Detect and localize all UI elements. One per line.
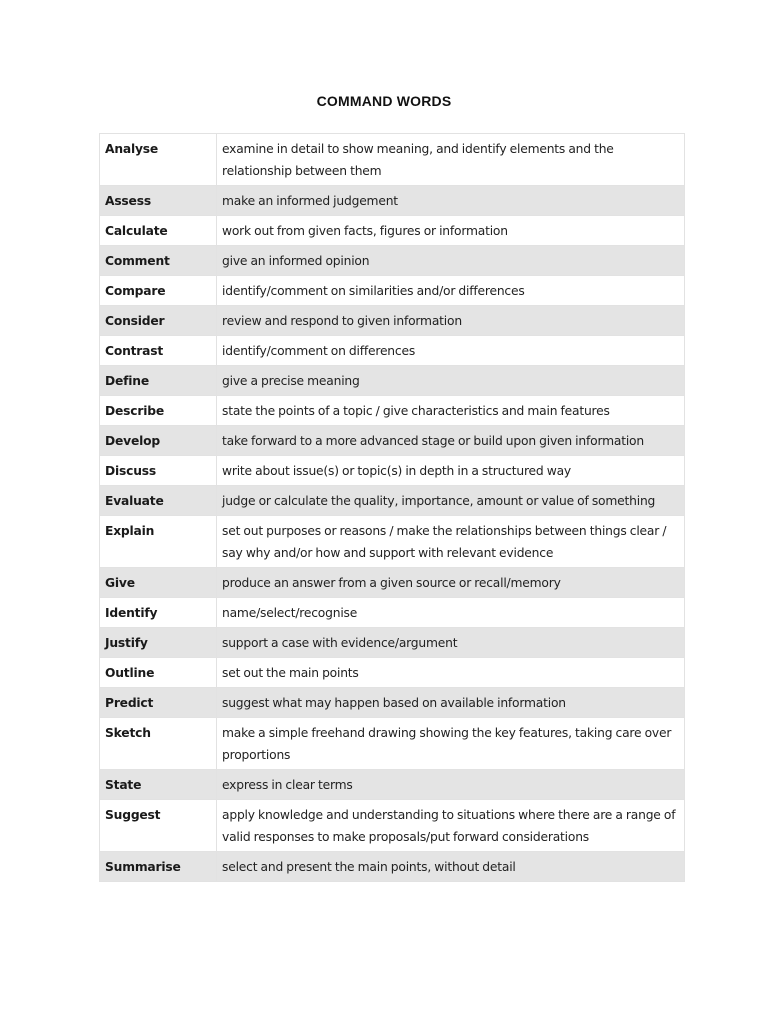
command-definition: select and present the main points, without detail xyxy=(217,852,685,882)
table-row xyxy=(100,718,685,770)
command-definition: express in clear terms xyxy=(217,770,685,800)
command-word: Contrast xyxy=(100,336,217,366)
table-row xyxy=(100,134,685,186)
table-row xyxy=(100,336,685,366)
command-word: State xyxy=(100,770,217,800)
command-word: Assess xyxy=(100,186,217,216)
command-word: Suggest xyxy=(100,800,217,852)
table-row xyxy=(100,770,685,800)
command-definition: suggest what may happen based on available information xyxy=(217,688,685,718)
command-word: Evaluate xyxy=(100,486,217,516)
command-definition: work out from given facts, figures or information xyxy=(217,216,685,246)
command-definition: give a precise meaning xyxy=(217,366,685,396)
table-row xyxy=(100,246,685,276)
command-definition: give an informed opinion xyxy=(217,246,685,276)
command-word: Predict xyxy=(100,688,217,718)
table-row xyxy=(100,396,685,426)
command-words-table xyxy=(99,133,685,882)
command-definition: identify/comment on differences xyxy=(217,336,685,366)
command-definition: examine in detail to show meaning, and identify elements and the relationship between them xyxy=(217,134,685,186)
table-row xyxy=(100,658,685,688)
table-row xyxy=(100,186,685,216)
command-definition: identify/comment on similarities and/or differences xyxy=(217,276,685,306)
command-word: Sketch xyxy=(100,718,217,770)
command-definition: produce an answer from a given source or recall/memory xyxy=(217,568,685,598)
table-row xyxy=(100,688,685,718)
command-definition: state the points of a topic / give characteristics and main features xyxy=(217,396,685,426)
table-row xyxy=(100,216,685,246)
command-definition: set out the main points xyxy=(217,658,685,688)
table-row xyxy=(100,598,685,628)
table-row xyxy=(100,628,685,658)
table-row xyxy=(100,800,685,852)
command-words-table-body xyxy=(100,134,685,882)
command-word: Comment xyxy=(100,246,217,276)
command-word: Compare xyxy=(100,276,217,306)
command-word: Summarise xyxy=(100,852,217,882)
command-definition: name/select/recognise xyxy=(217,598,685,628)
table-row xyxy=(100,306,685,336)
table-row xyxy=(100,568,685,598)
command-definition: set out purposes or reasons / make the relationships between things clear / say why and/or how and support with relevant evidence xyxy=(217,516,685,568)
table-row xyxy=(100,486,685,516)
command-definition: apply knowledge and understanding to situations where there are a range of valid responses to make proposals/put forward considerations xyxy=(217,800,685,852)
table-row xyxy=(100,516,685,568)
command-definition: write about issue(s) or topic(s) in depth in a structured way xyxy=(217,456,685,486)
page-title: COMMAND WORDS xyxy=(316,93,452,109)
command-word: Discuss xyxy=(100,456,217,486)
command-word: Describe xyxy=(100,396,217,426)
command-definition: judge or calculate the quality, importance, amount or value of something xyxy=(217,486,685,516)
command-definition: review and respond to given information xyxy=(217,306,685,336)
table-row xyxy=(100,276,685,306)
command-word: Analyse xyxy=(100,134,217,186)
table-row xyxy=(100,852,685,882)
command-word: Calculate xyxy=(100,216,217,246)
command-definition: support a case with evidence/argument xyxy=(217,628,685,658)
command-word: Outline xyxy=(100,658,217,688)
command-word: Define xyxy=(100,366,217,396)
command-word: Consider xyxy=(100,306,217,336)
table-row xyxy=(100,366,685,396)
command-definition: take forward to a more advanced stage or build upon given information xyxy=(217,426,685,456)
command-definition: make an informed judgement xyxy=(217,186,685,216)
command-word: Justify xyxy=(100,628,217,658)
command-word: Give xyxy=(100,568,217,598)
table-row xyxy=(100,456,685,486)
command-word: Develop xyxy=(100,426,217,456)
table-row xyxy=(100,426,685,456)
command-word: Explain xyxy=(100,516,217,568)
command-word: Identify xyxy=(100,598,217,628)
command-definition: make a simple freehand drawing showing the key features, taking care over proportions xyxy=(217,718,685,770)
